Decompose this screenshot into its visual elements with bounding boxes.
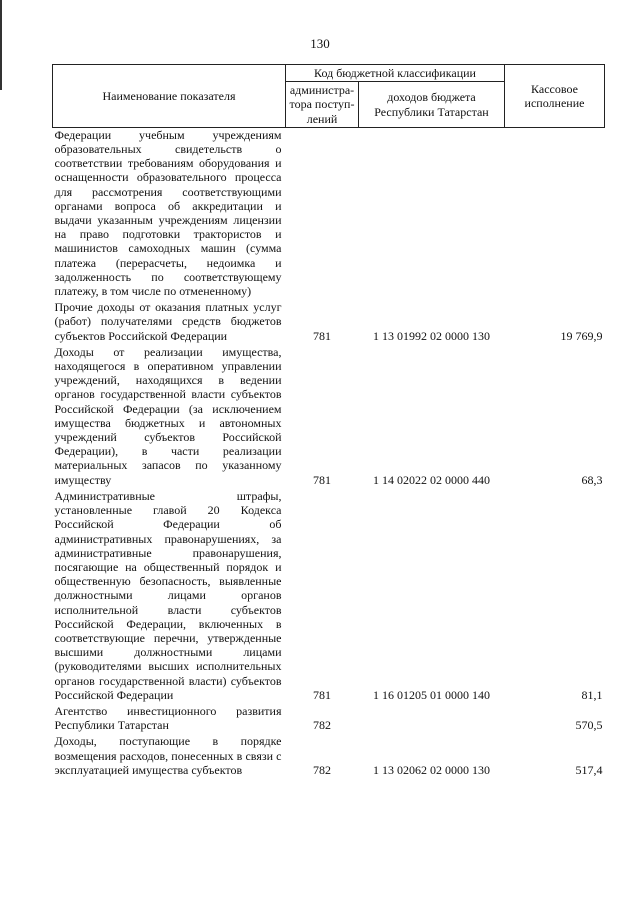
row-amount: 570,5	[575, 718, 603, 733]
page-number: 130	[310, 36, 330, 51]
row-admin: 781	[313, 472, 331, 487]
table-row	[53, 704, 605, 734]
header-revenue: доходов бюджета Республики Татарстан	[359, 82, 505, 128]
row-amount: 68,3	[581, 472, 603, 487]
row-admin: 781	[313, 687, 331, 702]
row-admin: 781	[313, 328, 331, 343]
row-name: Доходы от реализации имущества, находящегося в оперативном управлении учреждений, находящихся в ведении органов государственной власти субъектов Российской Федерации (за исключением имущества бюджетных и автономных учреждений субъектов Российской Федерации), в части реализации материальных запасов по указанному имуществу	[54, 344, 282, 487]
row-code	[359, 127, 505, 300]
row-name: Федерации учебным учреждениям образовательных свидетельств о соответствии требованиям оборудования и оснащенности образовательного процесса для рассмотрения соответствующими органами вопроса об аккредитации и выдачи указанным учреждениям лицензии на право подготовки трактористов и машинистов самоходных машин (сумма платежа (перерасчеты, недоимка и задолженность по соответствующему платежу, в том числе по отмененному)	[54, 127, 282, 299]
header-name: Наименование показателя	[53, 65, 286, 128]
row-amount: 81,1	[581, 687, 603, 702]
row-code: 1 16 01205 01 0000 140	[373, 687, 490, 702]
row-name: Административные штрафы, установленные главой 20 Кодекса Российской Федерации об административных правонарушениях, за административные правонарушения, посягающие на общественный порядок и общественную безопасность, выявленные должностными лицами органов исполнительной власти субъектов Российской Федерации, включенных в соответствующие перечни, утвержденные высшими должностными лицами (руководителями высших исполнительных органов государственной власти) субъектов Российской Федерации	[54, 488, 282, 702]
header-code-group: Код бюджетной классификации	[286, 65, 505, 82]
table-row	[53, 734, 605, 779]
row-admin: 782	[313, 762, 331, 777]
table-row	[53, 127, 605, 300]
table-row	[53, 345, 605, 489]
table-row	[53, 489, 605, 704]
row-admin: 782	[313, 718, 331, 733]
row-amount: 517,4	[575, 762, 603, 777]
header-admin: администра-тора поступ-лений	[286, 82, 359, 128]
budget-table	[52, 64, 604, 779]
row-name: Доходы, поступающие в порядке возмещения расходов, понесенных в связи с эксплуатацией имущества субъектов	[54, 734, 282, 777]
row-admin	[286, 127, 359, 300]
row-name: Прочие доходы от оказания платных услуг (работ) получателями средств бюджетов субъектов Российской Федерации	[54, 300, 282, 343]
row-code: 1 13 02062 02 0000 130	[373, 762, 490, 777]
row-code	[359, 704, 505, 734]
row-amount	[505, 127, 605, 300]
table-row	[53, 300, 605, 345]
row-name: Агентство инвестиционного развития Республики Татарстан	[54, 703, 282, 733]
row-amount: 19 769,9	[560, 328, 603, 343]
row-code: 1 14 02022 02 0000 440	[373, 472, 490, 487]
header-cash: Кассовое исполнение	[505, 65, 605, 128]
row-code: 1 13 01992 02 0000 130	[373, 328, 490, 343]
